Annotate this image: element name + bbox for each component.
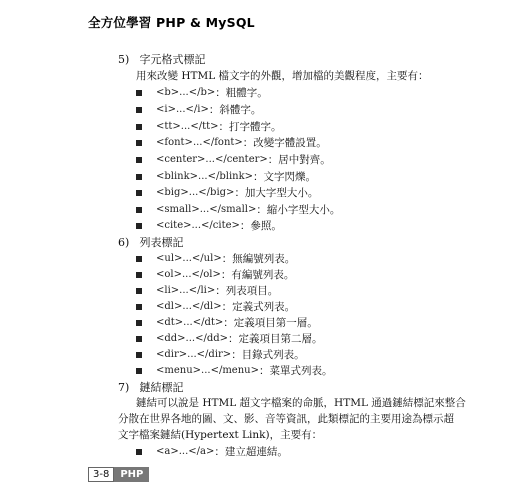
list-item bbox=[136, 202, 340, 217]
square-bullet-icon bbox=[136, 336, 142, 342]
square-bullet-icon bbox=[136, 90, 142, 96]
chapter-tag: PHP bbox=[114, 467, 149, 482]
tag-description: ：定義項目第二層。 bbox=[228, 333, 323, 345]
tag-description: ：菜單式列表。 bbox=[258, 365, 333, 377]
list-item bbox=[136, 283, 278, 298]
tag-description: ：列表項目。 bbox=[215, 285, 279, 297]
square-bullet-icon bbox=[136, 272, 142, 278]
section-title: 鏈結標記 bbox=[139, 381, 184, 394]
square-bullet-icon bbox=[136, 190, 142, 196]
tag-description: ：斜體字。 bbox=[208, 104, 262, 116]
section-title: 列表標記 bbox=[139, 236, 184, 249]
list-item bbox=[136, 185, 318, 200]
tag-description: ：粗體字。 bbox=[215, 87, 268, 99]
section-description: 用來改變 HTML 檔文字的外觀，增加檔的美觀程度，主要有： bbox=[136, 70, 429, 82]
square-bullet-icon bbox=[136, 124, 142, 130]
tag-description: ：加大字型大小。 bbox=[234, 187, 319, 199]
list-item bbox=[136, 251, 295, 266]
list-item bbox=[136, 363, 332, 378]
tag-code: <dir>...</dir> bbox=[156, 349, 232, 360]
tag-description: ：定義式列表。 bbox=[221, 301, 296, 313]
list-item bbox=[136, 347, 305, 362]
tag-description: ：目錄式列表。 bbox=[231, 349, 305, 361]
list-item bbox=[136, 218, 282, 233]
square-bullet-icon bbox=[136, 256, 142, 262]
square-bullet-icon bbox=[136, 320, 142, 326]
square-bullet-icon bbox=[136, 207, 142, 213]
tag-description: ：文字閃爍。 bbox=[253, 171, 317, 183]
tag-code: <menu>...</menu> bbox=[156, 365, 259, 376]
tag-code: <center>...</center> bbox=[156, 154, 268, 165]
tag-code: <dl>...</dl> bbox=[156, 301, 222, 312]
list-item bbox=[136, 85, 268, 100]
tag-code: <big>...</big> bbox=[156, 187, 235, 198]
list-item bbox=[136, 331, 323, 346]
list-item bbox=[136, 315, 318, 330]
paragraph-line: 文字檔案鏈結(Hypertext Link)，主要有： bbox=[118, 429, 323, 441]
section-heading bbox=[118, 379, 184, 395]
tag-code: <dd>...</dd> bbox=[156, 333, 229, 344]
tag-description: ：居中對齊。 bbox=[267, 154, 331, 166]
list-item bbox=[136, 135, 327, 150]
section-number: 7) bbox=[118, 381, 130, 394]
square-bullet-icon bbox=[136, 449, 142, 455]
page-footer bbox=[88, 467, 149, 482]
section-heading bbox=[118, 234, 184, 250]
tag-description: ：縮小字型大小。 bbox=[256, 204, 341, 216]
tag-description: ：打字體字。 bbox=[218, 121, 282, 133]
tag-code: <dt>...</dt> bbox=[156, 317, 224, 328]
tag-code: <ol>...</ol> bbox=[156, 269, 221, 280]
square-bullet-icon bbox=[136, 304, 142, 310]
list-item bbox=[136, 119, 282, 134]
tag-description: ：定義項目第一層。 bbox=[223, 317, 318, 329]
square-bullet-icon bbox=[136, 368, 142, 374]
list-item bbox=[136, 444, 288, 459]
tag-code: <small>...</small> bbox=[156, 204, 257, 215]
list-item bbox=[136, 299, 295, 314]
running-header: 全方位學習 PHP & MySQL bbox=[88, 15, 255, 30]
square-bullet-icon bbox=[136, 223, 142, 229]
tag-code: <li>...</li> bbox=[156, 285, 216, 296]
square-bullet-icon bbox=[136, 107, 142, 113]
section-number: 6) bbox=[118, 236, 130, 249]
list-item bbox=[136, 102, 261, 117]
tag-code: <b>...</b> bbox=[156, 87, 216, 98]
tag-description: ：有編號列表。 bbox=[220, 269, 295, 281]
tag-code: <tt>...</tt> bbox=[156, 121, 219, 132]
tag-description: ：建立超連結。 bbox=[214, 446, 288, 458]
page-number: 3-8 bbox=[88, 467, 114, 482]
tag-code: <blink>...</blink> bbox=[156, 171, 254, 182]
tag-code: <a>...</a> bbox=[156, 446, 215, 457]
tag-description: ：無編號列表。 bbox=[221, 253, 296, 265]
tag-description: ：改變字體設置。 bbox=[242, 137, 327, 149]
paragraph-line: 鏈結可以說是 HTML 超文字檔案的命脈，HTML 通過鏈結標記來整合 bbox=[136, 397, 466, 409]
square-bullet-icon bbox=[136, 352, 142, 358]
section-number: 5) bbox=[118, 53, 130, 66]
tag-code: <i>...</i> bbox=[156, 104, 209, 115]
square-bullet-icon bbox=[136, 174, 142, 180]
tag-code: <cite>...</cite> bbox=[156, 220, 240, 231]
tag-code: <font>...</font> bbox=[156, 137, 243, 148]
section-title: 字元格式標記 bbox=[139, 53, 206, 66]
list-item bbox=[136, 267, 294, 282]
square-bullet-icon bbox=[136, 157, 142, 163]
section-heading bbox=[118, 51, 206, 67]
tag-description: ：參照。 bbox=[239, 220, 282, 232]
square-bullet-icon bbox=[136, 140, 142, 146]
paragraph-line: 分散在世界各地的圖、文、影、音等資訊，此類標記的主要用途為標示超 bbox=[118, 413, 454, 425]
list-item bbox=[136, 152, 331, 167]
tag-code: <ul>...</ul> bbox=[156, 253, 222, 264]
list-item bbox=[136, 169, 316, 184]
square-bullet-icon bbox=[136, 288, 142, 294]
